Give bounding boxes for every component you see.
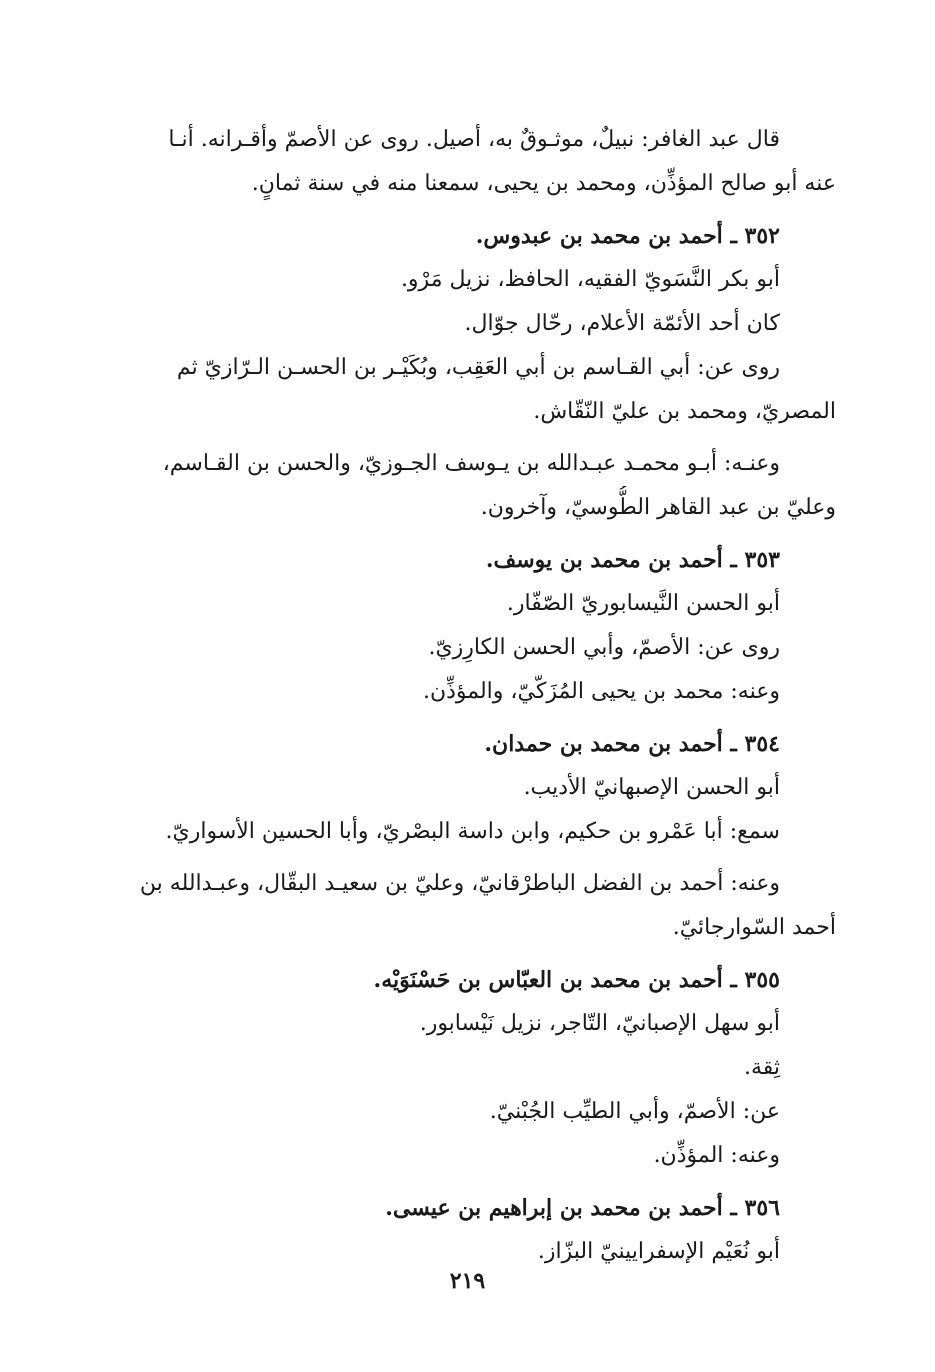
text-line: كان أحد الأئمّة الأعلام، رحّال جوّال. <box>464 311 780 336</box>
paragraph-gap <box>112 854 836 862</box>
paragraph-gap <box>112 950 836 958</box>
text-line: وعنه: أحمد بن الفضل الباطرْقانيّ، وعليّ بن سعيـد البقّال، وعبـدالله بن <box>139 871 780 896</box>
text-line: المصريّ، ومحمد بن عليّ النّقّاش. <box>533 399 836 424</box>
entry-heading: ٣٥٥ ـ أحمد بن محمد بن العبّاس بن حَسْنَوَيْه. <box>373 967 780 993</box>
text-line: وعنـه: أبـو محمـد عبـدالله بن يـوسف الجـوزيّ، والحسن بن القـاسم، <box>162 451 780 476</box>
text-column <box>112 118 836 1274</box>
text-line: قال عبد الغافر: نبيلٌ، موثـوقٌ به، أصيل. روى عن الأصمّ وأقـرانه. أنـا <box>168 127 780 152</box>
text-line: وعنه: المؤذِّن. <box>653 1143 780 1168</box>
text-line: عن: الأصمّ، وأبي الطيِّب الجُبْنيّ. <box>489 1099 780 1124</box>
entry-heading: ٣٥٦ ـ أحمد بن محمد بن إبراهيم بن عيسى. <box>385 1195 780 1221</box>
text-line: أبو بكر النَّسَويّ الفقيه، الحافظ، نزيل مَرْو. <box>400 267 780 292</box>
text-line: أبو نُعَيْم الإسفرايينيّ البزّاز. <box>537 1239 780 1264</box>
text-line: روى عن: الأصمّ، وأبي الحسن الكارِزيّ. <box>428 635 780 660</box>
text-line: سمع: أبا عَمْرو بن حكيم، وابن داسة البصْريّ، وأبا الحسين الأسواريّ. <box>165 819 780 844</box>
text-line: وعليّ بن عبد القاهر الطُّوسيّ، وآخرون. <box>480 495 836 520</box>
text-line: أبو الحسن النَّيسابوريّ الصّفّار. <box>506 591 780 616</box>
text-line: عنه أبو صالح المؤذِّن، ومحمد بن يحيى، سمعنا منه في سنة ثمانٍ. <box>251 171 836 196</box>
paragraph-gap <box>112 1178 836 1186</box>
text-line: ثِقة. <box>743 1055 780 1080</box>
page-number: ٢١٩ <box>449 1268 486 1294</box>
text-line: روى عن: أبي القـاسم بن أبي العَقِب، وبُكَيْـر بن الحسـن الـرّازيّ ثم <box>176 355 780 380</box>
entry-heading: ٣٥٣ ـ أحمد بن محمد بن يوسف. <box>485 547 780 573</box>
paragraph-gap <box>112 714 836 722</box>
text-line: أحمد السّوارجائيّ. <box>672 915 836 940</box>
text-line: أبو الحسن الإصبهانيّ الأديب. <box>523 775 780 800</box>
paragraph-gap <box>112 530 836 538</box>
entry-heading: ٣٥٤ ـ أحمد بن محمد بن حمدان. <box>484 731 780 757</box>
paragraph-gap <box>112 434 836 442</box>
entry-heading: ٣٥٢ ـ أحمد بن محمد بن عبدوس. <box>475 223 780 249</box>
text-line: وعنه: محمد بن يحيى المُزَكّيّ، والمؤذِّن. <box>422 679 780 704</box>
text-line: أبو سهل الإصبانيّ، التّاجر، نزيل نَيْسابور. <box>419 1011 780 1036</box>
paragraph-gap <box>112 206 836 214</box>
